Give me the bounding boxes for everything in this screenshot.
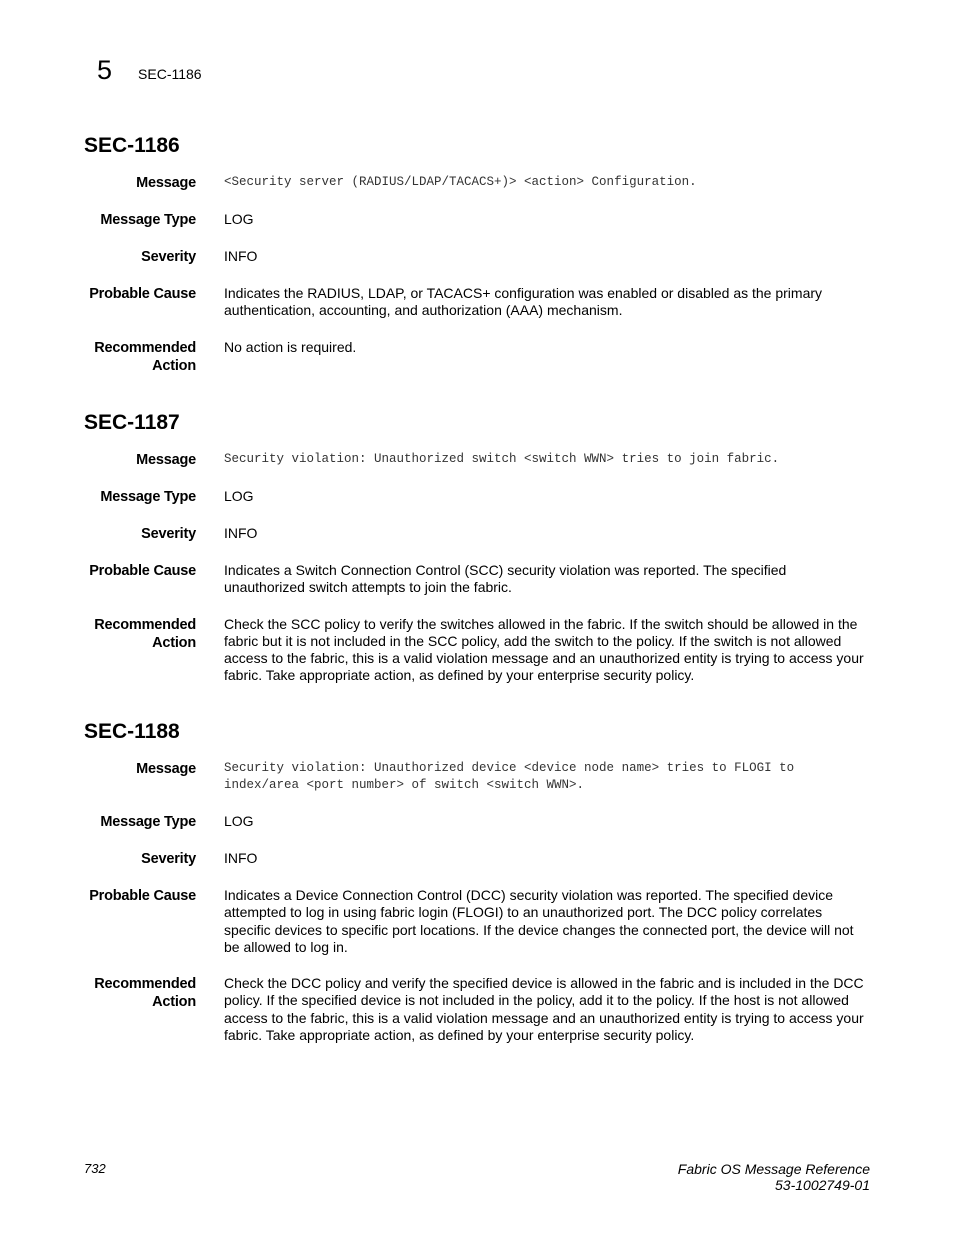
section-title: SEC-1186	[84, 134, 180, 157]
page-header	[97, 55, 202, 85]
probable-cause-label: Probable Cause	[89, 563, 196, 579]
probable-cause-row	[84, 562, 884, 597]
message-type-value: LOG	[224, 488, 254, 504]
message-type-label: Message Type	[100, 814, 196, 830]
message-row	[84, 174, 884, 192]
severity-value: INFO	[224, 525, 258, 541]
message-type-row	[84, 488, 884, 506]
section-title: SEC-1188	[84, 720, 180, 743]
chapter-number: 5	[97, 55, 113, 85]
message-type-row	[84, 813, 884, 831]
probable-cause-value: Indicates the RADIUS, LDAP, or TACACS+ configuration was enabled or disabled as the primary authentication, accounting, and authorization (AAA) mechanism.	[224, 285, 823, 319]
message-value: Security violation: Unauthorized switch <switch WWN> tries to join fabric.	[224, 452, 780, 466]
message-type-value: LOG	[224, 813, 254, 829]
message-section	[84, 134, 884, 394]
recommended-action-label: Recommended Action	[94, 339, 196, 374]
section-title: SEC-1187	[84, 411, 180, 434]
severity-label: Severity	[141, 526, 196, 542]
message-section	[84, 411, 884, 704]
severity-value: INFO	[224, 248, 258, 264]
message-label: Message	[136, 761, 196, 777]
page-number: 732	[84, 1161, 106, 1176]
recommended-action-row	[84, 616, 884, 685]
severity-row	[84, 525, 884, 543]
severity-label: Severity	[141, 249, 196, 265]
probable-cause-label: Probable Cause	[89, 286, 196, 302]
recommended-action-row	[84, 339, 884, 375]
recommended-action-label: Recommended Action	[94, 616, 196, 651]
message-type-label: Message Type	[100, 212, 196, 228]
severity-row	[84, 248, 884, 266]
recommended-action-value: No action is required.	[224, 338, 357, 355]
severity-label: Severity	[141, 851, 196, 867]
recommended-action-label: Recommended Action	[94, 976, 196, 1011]
document-info	[678, 1161, 870, 1193]
document-title: Fabric OS Message Reference	[677, 1161, 870, 1177]
message-value: Security violation: Unauthorized device <device node name> tries to FLOGI to index/area <port number> of switch <switch WWN>.	[224, 761, 795, 792]
message-section	[84, 720, 884, 1063]
message-type-value: LOG	[224, 211, 254, 227]
running-title: SEC-1186	[138, 66, 202, 82]
probable-cause-row	[84, 887, 884, 956]
message-label: Message	[136, 452, 196, 468]
probable-cause-row	[84, 285, 884, 320]
severity-row	[84, 850, 884, 868]
document-number: 53-1002749-01	[775, 1177, 870, 1193]
message-value: <Security server (RADIUS/LDAP/TACACS+)> <action> Configuration.	[224, 175, 697, 189]
probable-cause-value: Indicates a Device Connection Control (DCC) security violation was reported. The specified device attempted to log in using fabric login (FLOGI) to an unauthorized port. The DCC policy correlates specific devices to specific port locations. If the device changes the connected port, the device will not be allowed to log in.	[224, 887, 854, 955]
message-row	[84, 760, 884, 794]
severity-value: INFO	[224, 850, 258, 866]
message-row	[84, 451, 884, 469]
recommended-action-value: Check the SCC policy to verify the switches allowed in the fabric. If the switch should be allowed in the fabric but it is not included in the SCC policy, add the switch to the policy. If the switch is not allowed access to the fabric, this is a valid violation message and an unauthorized entity is trying to access your fabric. Take appropriate action, as defined by your enterprise security policy.	[224, 615, 864, 684]
recommended-action-row	[84, 975, 884, 1044]
recommended-action-value: Check the DCC policy and verify the specified device is allowed in the fabric and is included in the DCC policy. If the specified device is not included in the policy, add it to the policy. If the host is not allowed access to the fabric, this is a valid violation message and an unauthorized entity is trying to access your fabric. Take appropriate action, as defined by your enterprise security policy.	[224, 975, 864, 1044]
probable-cause-label: Probable Cause	[89, 888, 196, 904]
message-type-row	[84, 211, 884, 229]
message-label: Message	[136, 175, 196, 191]
probable-cause-value: Indicates a Switch Connection Control (SCC) security violation was reported. The specified unauthorized switch attempts to join the fabric.	[224, 562, 787, 596]
message-type-label: Message Type	[100, 489, 196, 505]
